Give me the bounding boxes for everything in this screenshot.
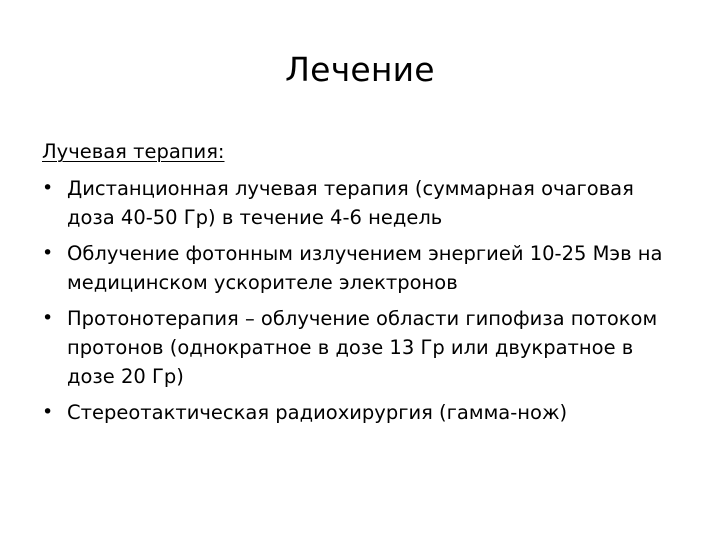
bullet-text: Облучение фотонным излучением энергией 10-25 Мэв на медицинском ускорителе электронов bbox=[67, 242, 663, 294]
bullet-icon: • bbox=[42, 307, 54, 329]
bullet-item bbox=[42, 398, 682, 427]
bullet-list bbox=[42, 174, 682, 427]
section-subheading: Лучевая терапия: bbox=[42, 140, 225, 163]
bullet-icon: • bbox=[42, 242, 54, 264]
bullet-text: Стереотактическая радиохирургия (гамма-нож) bbox=[67, 401, 568, 424]
slide-title: Лечение bbox=[285, 50, 435, 89]
bullet-text: Дистанционная лучевая терапия (суммарная очаговая доза 40-50 Гр) в течение 4-6 недель bbox=[67, 177, 634, 229]
slide-content bbox=[42, 137, 682, 434]
bullet-item bbox=[42, 304, 682, 391]
bullet-item bbox=[42, 174, 682, 232]
bullet-icon: • bbox=[42, 177, 54, 199]
bullet-icon: • bbox=[42, 401, 54, 423]
bullet-item bbox=[42, 239, 682, 297]
bullet-text: Протонотерапия – облучение области гипофиза потоком протонов (однократное в дозе 13 Гр или двукратное в дозе 20 Гр) bbox=[67, 307, 658, 388]
